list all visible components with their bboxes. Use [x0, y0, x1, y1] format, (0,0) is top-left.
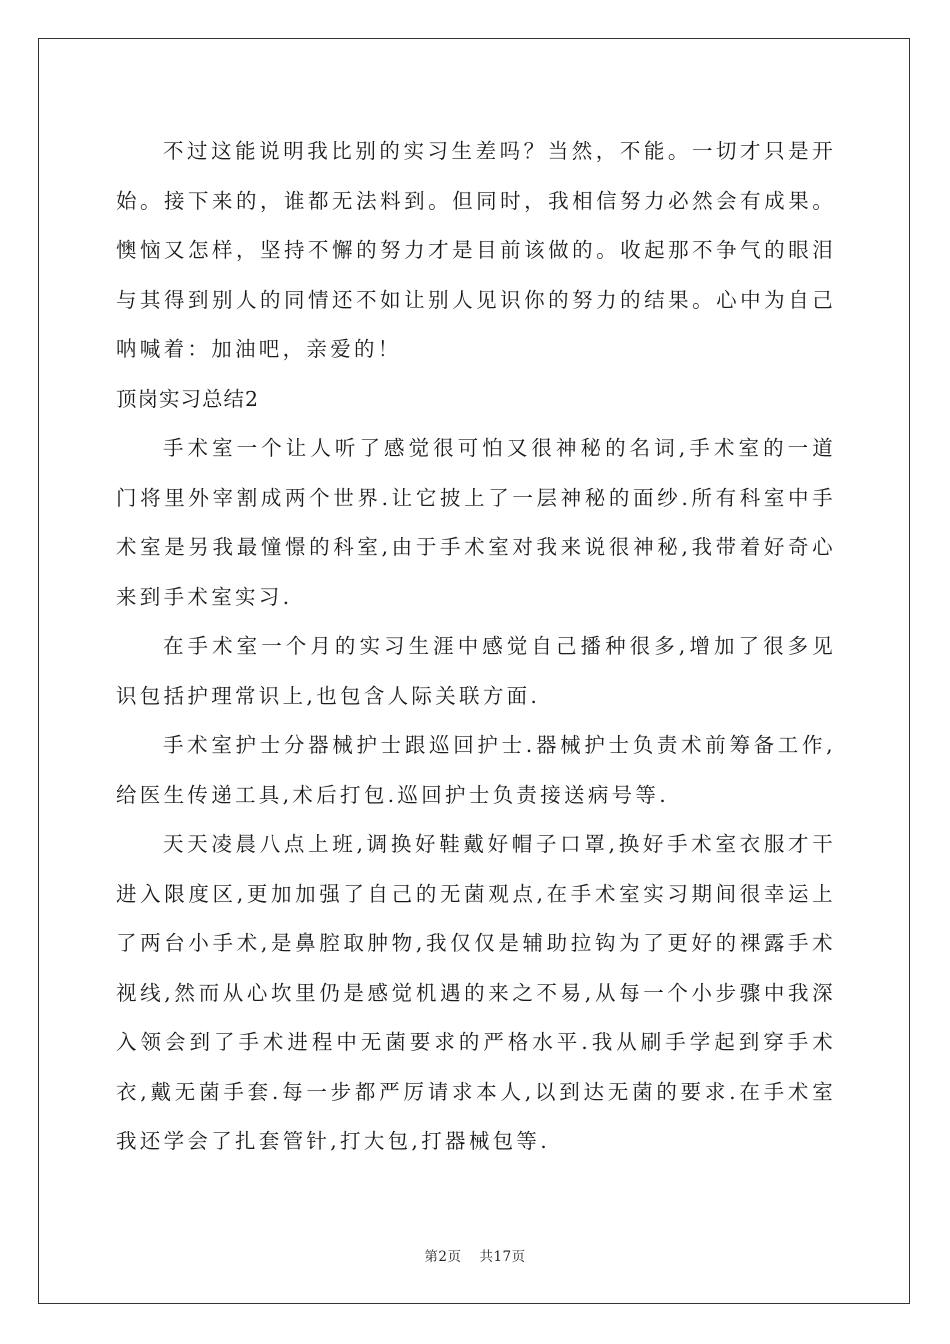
page-number: 第2页 — [424, 1249, 462, 1265]
page-total: 共17页 — [479, 1249, 526, 1265]
paragraph-4: 手术室护士分器械护士跟巡回护士.器械护士负责术前筹备工作,给医生传递工具,术后打包.巡回护士负责接送病号等. — [116, 733, 836, 807]
paragraph-5: 天天凌晨八点上班,调换好鞋戴好帽子口罩,换好手术室衣服才干进入限度区,更加加强了自己的无菌观点,在手术室实习期间很幸运上了两台小手术,是鼻腔取肿物,我仅仅是辅助拉钩为了更好的裸露手术视线,然而从心坎里仍是感觉机遇的来之不易,从每一个小步骤中我深入领会到了手术进程中无菌要求的严格水平.我从刷手学起到穿手术衣,戴无菌手套.每一步都严厉请求本人,以到达无菌的要求.在手术室我还学会了扎套管针,打大包,打器械包等. — [116, 832, 836, 1153]
page-footer — [0, 1245, 950, 1265]
section-heading: 顶岗实习总结2 — [116, 386, 260, 411]
paragraph-1: 不过这能说明我比别的实习生差吗？当然，不能。一切才只是开始。接下来的，谁都无法料到。但同时，我相信努力必然会有成果。懊恼又怎样，坚持不懈的努力才是目前该做的。收起那不争气的眼泪与其得到别人的同情还不如让别人见识你的努力的结果。心中为自己呐喊着：加油吧，亲爱的！ — [116, 139, 836, 361]
paragraph-2: 手术室一个让人听了感觉很可怕又很神秘的名词,手术室的一道门将里外宰割成两个世界.让它披上了一层神秘的面纱.所有科室中手术室是另我最憧憬的科室,由于手术室对我来说很神秘,我带着好奇心来到手术室实习. — [116, 436, 836, 609]
paragraph-3: 在手术室一个月的实习生涯中感觉自己播种很多,增加了很多见识包括护理常识上,也包含人际关联方面. — [116, 634, 836, 708]
document-body — [116, 127, 836, 1167]
